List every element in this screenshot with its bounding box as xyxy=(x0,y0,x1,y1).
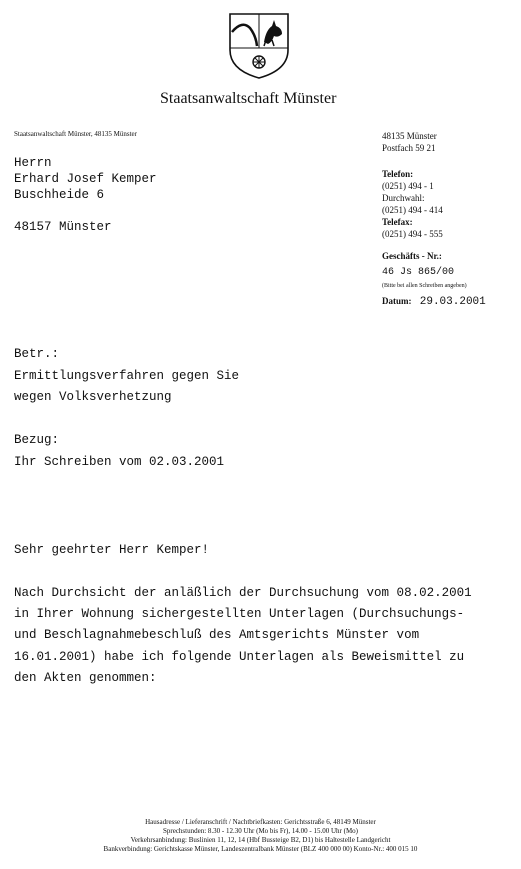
info-datum-label: Datum: xyxy=(382,296,412,306)
info-datum xyxy=(382,296,486,308)
body-line: in Ihrer Wohnung sichergestellten Unterlagen (Durchsuchungs- xyxy=(14,607,465,621)
body-line: 16.01.2001) habe ich folgende Unterlagen als Beweismittel zu xyxy=(14,650,465,664)
recipient-address xyxy=(14,155,157,235)
recipient-name: Erhard Josef Kemper xyxy=(14,172,157,186)
body-line: Nach Durchsicht der anläßlich der Durchsuchung vom 08.02.2001 xyxy=(14,586,472,600)
sender-return-line: Staatsanwaltschaft Münster, 48135 Münster xyxy=(14,130,137,138)
recipient-salutation: Herrn xyxy=(14,156,52,170)
nrw-coat-of-arms-icon xyxy=(228,12,290,80)
info-aktenzeichen: 46 Js 865/00 xyxy=(382,267,455,278)
info-durchwahl-label: Durchwahl: xyxy=(382,193,425,203)
info-aktenzeichen-hint: (Bitte bei allen Schreiben angeben) xyxy=(382,283,467,289)
info-aktenzeichen-label: Geschäfts - Nr.: xyxy=(382,251,442,261)
info-telefax: (0251) 494 - 555 xyxy=(382,229,443,239)
body-line: den Akten genommen: xyxy=(14,671,157,685)
info-telefax-label: Telefax: xyxy=(382,217,413,227)
info-telefon-label: Telefon: xyxy=(382,169,414,179)
info-postal-city: 48135 Münster xyxy=(382,131,437,141)
authority-name: Staatsanwaltschaft Münster xyxy=(160,90,337,107)
bezug-text: Ihr Schreiben vom 02.03.2001 xyxy=(14,455,225,469)
footer-bank: Bankverbindung: Gerichtskasse Münster, Landeszentralbank Münster (BLZ 400 000 00) Konto-Nr.: 400 015 10 xyxy=(103,845,418,853)
greeting: Sehr geehrter Herr Kemper! xyxy=(14,543,210,557)
info-datum-value: 29.03.2001 xyxy=(419,296,486,308)
info-postbox: Postfach 59 21 xyxy=(382,143,436,153)
footer-hours: Sprechstunden: 8.30 - 12.30 Uhr (Mo bis Fr), 14.00 - 15.00 Uhr (Mo) xyxy=(162,827,358,835)
betreff-label: Betr.: xyxy=(14,347,60,361)
footer-transport: Verkehrsanbindung: Buslinien 11, 12, 14 (Hbf Bussteige B2, D1) bis Haltestelle Landgericht xyxy=(130,836,391,844)
betreff-line-2: wegen Volksverhetzung xyxy=(14,390,172,404)
info-telefon: (0251) 494 - 1 xyxy=(382,181,434,191)
body-line: und Beschlagnahmebeschluß des Amtsgerichts Münster vom xyxy=(14,628,420,642)
info-durchwahl: (0251) 494 - 414 xyxy=(382,205,443,215)
recipient-city: 48157 Münster xyxy=(14,220,112,234)
betreff-line-1: Ermittlungsverfahren gegen Sie xyxy=(14,369,240,383)
bezug-label: Bezug: xyxy=(14,433,60,447)
footer-address: Hausadresse / Lieferanschrift / Nachtbriefkasten: Gerichtsstraße 6, 48149 Münster xyxy=(145,818,376,826)
recipient-street: Buschheide 6 xyxy=(14,188,105,202)
